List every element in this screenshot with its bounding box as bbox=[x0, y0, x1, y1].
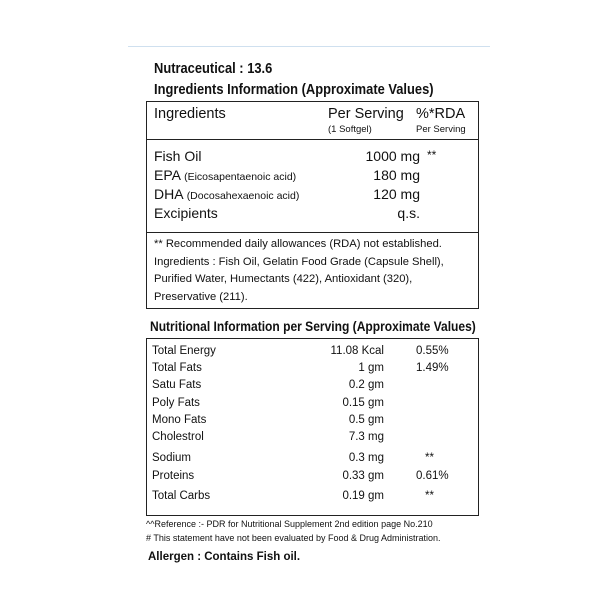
nutrient-amount: 0.19 gm bbox=[342, 490, 384, 502]
nutrient-amount: 0.33 gm bbox=[342, 470, 384, 482]
ingredient-amount: 180 mg bbox=[373, 167, 420, 183]
nutrient-name: Poly Fats bbox=[152, 397, 200, 409]
nutrient-pct: 1.49% bbox=[416, 362, 449, 374]
nutrient-name: Total Carbs bbox=[152, 490, 211, 502]
reference-note: ^^Reference :- PDR for Nutritional Supplement 2nd edition page No.210 bbox=[146, 519, 433, 529]
nutrient-pct: ** bbox=[425, 452, 434, 464]
nutrition-row bbox=[147, 431, 478, 448]
note-line: Preservative (211). bbox=[154, 290, 248, 303]
nutrient-pct: 0.61% bbox=[416, 470, 449, 482]
ingredient-name: Excipients bbox=[154, 205, 218, 221]
ingredients-title: Ingredients Information (Approximate Values) bbox=[154, 81, 434, 98]
note-line: Purified Water, Humectants (422), Antioxidant (320), bbox=[154, 273, 413, 285]
ingredient-name: Fish Oil bbox=[154, 148, 202, 164]
nutrition-row bbox=[147, 345, 478, 362]
table-divider bbox=[147, 232, 478, 233]
nutrition-row bbox=[147, 470, 478, 487]
label-header bbox=[146, 60, 486, 99]
top-divider bbox=[128, 46, 490, 47]
nutrition-row bbox=[147, 379, 478, 396]
ingredient-row bbox=[147, 148, 478, 168]
nutrition-row bbox=[147, 452, 478, 469]
note-line: Ingredients : Fish Oil, Gelatin Food Grade (Capsule Shell), bbox=[154, 255, 444, 268]
fda-disclaimer: # This statement have not been evaluated by Food & Drug Administration. bbox=[146, 533, 441, 543]
nutrition-title: Nutritional Information per Serving (Approximate Values) bbox=[150, 318, 476, 334]
nutrient-name: Satu Fats bbox=[152, 379, 202, 391]
nutrient-name: Proteins bbox=[152, 470, 195, 482]
col-per-serving-sub: (1 Softgel) bbox=[328, 124, 372, 135]
nutrition-row bbox=[147, 397, 478, 414]
nutrient-amount: 0.2 gm bbox=[348, 379, 384, 391]
nutrient-name: Cholestrol bbox=[152, 431, 204, 443]
col-ingredients: Ingredients bbox=[154, 106, 226, 122]
nutrient-amount: 1 gm bbox=[358, 362, 384, 374]
nutrition-row bbox=[147, 362, 478, 379]
nutrient-name: Mono Fats bbox=[152, 414, 207, 426]
col-rda: %*RDA bbox=[416, 106, 466, 122]
footer-notes bbox=[146, 517, 441, 545]
nutrition-row bbox=[147, 490, 478, 507]
nutrient-pct: ** bbox=[425, 490, 434, 502]
ingredient-amount: 120 mg bbox=[373, 186, 420, 202]
ingredient-row bbox=[147, 205, 478, 225]
ingredient-rda: ** bbox=[427, 148, 437, 162]
allergen-statement: Allergen : Contains Fish oil. bbox=[148, 551, 301, 563]
nutrition-row bbox=[147, 414, 478, 431]
nutrient-name: Total Energy bbox=[152, 345, 216, 357]
nutrient-pct: 0.55% bbox=[416, 345, 449, 357]
ingredients-table bbox=[146, 101, 479, 309]
ingredient-row bbox=[147, 167, 478, 187]
note-line: ** Recommended daily allowances (RDA) not established. bbox=[154, 238, 442, 250]
nutrient-amount: 0.3 mg bbox=[348, 452, 384, 464]
nutrition-table bbox=[146, 338, 479, 516]
ingredient-name: EPA (Eicosapentaenoic acid) bbox=[154, 167, 297, 183]
ingredients-table-header bbox=[147, 102, 478, 140]
nutrient-amount: 0.15 gm bbox=[342, 397, 384, 409]
nutrient-amount: 11.08 Kcal bbox=[330, 345, 384, 357]
nutrient-name: Sodium bbox=[152, 452, 191, 464]
col-rda-sub: Per Serving bbox=[416, 124, 466, 135]
nutrient-amount: 7.3 mg bbox=[348, 431, 384, 443]
ingredient-amount: 1000 mg bbox=[365, 148, 420, 164]
col-per-serving: Per Serving bbox=[328, 106, 404, 122]
ingredients-note bbox=[154, 236, 472, 306]
nutrient-amount: 0.5 gm bbox=[348, 414, 384, 426]
ingredient-name: DHA (Docosahexaenoic acid) bbox=[154, 186, 300, 202]
ingredient-amount: q.s. bbox=[397, 205, 420, 221]
nutrient-name: Total Fats bbox=[152, 362, 202, 374]
ingredient-row bbox=[147, 186, 478, 206]
product-title: Nutraceutical : 13.6 bbox=[154, 60, 273, 77]
